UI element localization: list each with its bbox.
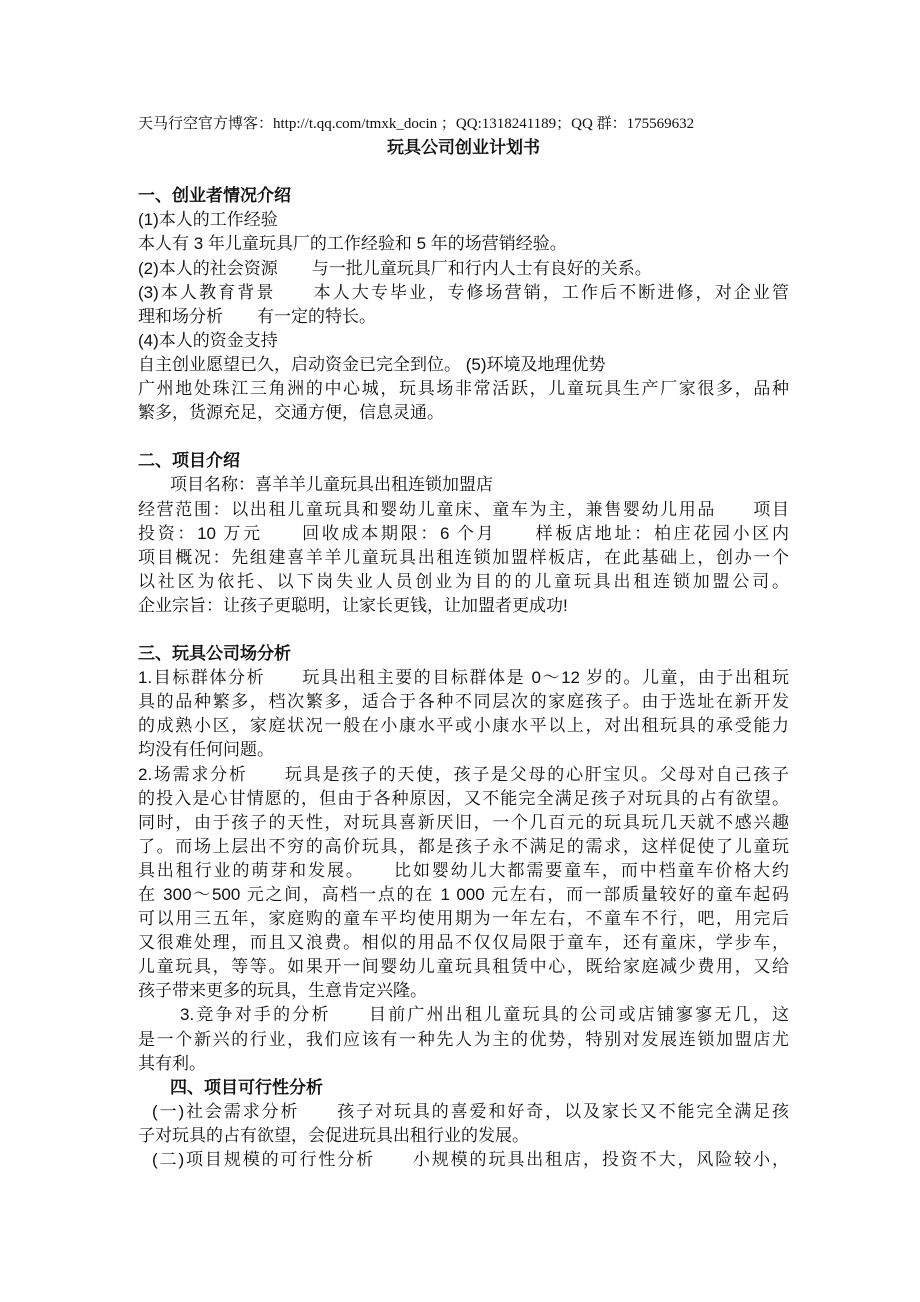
paragraph-line: 自主创业愿望已久，启动资金已完全到位。 (5)环境及地理优势 [138, 354, 606, 374]
section-heading: 一、创业者情况介绍 [138, 186, 291, 206]
paragraph-line: 本人有 3 年儿童玩具厂的工作经验和 5 年的场营销经验。 [138, 234, 567, 254]
paragraph-line: 广州地处珠江三角洲的中心城，玩具场非常活跃，儿童玩具生产厂家很多，品种 [138, 379, 789, 399]
blank-line [138, 160, 789, 184]
paragraph-line: 企业宗旨：让孩子更聪明，让家长更钱，让加盟者更成功! [138, 595, 568, 615]
paragraph-line: 的成熟小区，家庭状况一般在小康水平或小康水平以上，对出租玩具的承受能力 [138, 716, 789, 736]
paragraph-line: (一)社会需求分析 孩子对玩具的喜爱和好奇，以及家长又不能完全满足孩 [152, 1101, 789, 1121]
paragraph-line: 了。而场上层出不穷的高价玩具，都是孩子永不满足的需求，这样促使了儿童玩 [138, 836, 789, 856]
paragraph-line: 均没有任何问题。 [138, 740, 274, 760]
section-heading: 三、玩具公司场分析 [138, 644, 291, 664]
section-heading: 二、项目介绍 [138, 451, 240, 471]
paragraph-line: 的投入是心甘情愿的，但由于各种原因，又不能完全满足孩子对玩具的占有欲望。 [138, 788, 789, 808]
page-header: 天马行空官方博客：http://t.qq.com/tmxk_docin ；QQ:1318241189；QQ 群：175569632 [138, 116, 695, 132]
paragraph-line: 以社区为依托、以下岗失业人员创业为目的的儿童玩具出租连锁加盟公司。 [138, 571, 789, 591]
paragraph-line: 项目名称：喜羊羊儿童玩具出租连锁加盟店 [170, 475, 493, 495]
paragraph-line: 可以用三五年，家庭购的童车平均使用期为一年左右，不童车不行，吧，用完后 [138, 909, 789, 929]
document-page [138, 112, 789, 1172]
paragraph-line: 在 300～500 元之间，高档一点的在 1 000 元左右，而一部质量较好的童车起码 [138, 885, 789, 904]
paragraph-line: 儿童玩具，等等。如果开一间婴幼儿童玩具租赁中心，既给家庭减少费用，又给 [138, 957, 789, 977]
paragraph-line: 其有利。 [138, 1053, 206, 1073]
paragraph-line: 同时，由于孩子的天性，对玩具喜新厌旧，一个几百元的玩具玩几天就不感兴趣 [138, 812, 789, 832]
paragraph-line: 具的品种繁多，档次繁多，适合于各种不同层次的家庭孩子。由于选址在新开发 [138, 692, 789, 712]
section-heading: 四、项目可行性分析 [170, 1077, 323, 1097]
paragraph-line: 具出租行业的萌芽和发展。 比如婴幼儿大都需要童车，而中档童车价格大约 [138, 860, 789, 880]
paragraph-line: 经营范围：以出租儿童玩具和婴幼儿童床、童车为主，兼售婴幼儿用品 项目 [138, 499, 789, 519]
paragraph-line: (4)本人的资金支持 [138, 330, 278, 350]
paragraph-line: 3.竞争对手的分析 目前广州出租儿童玩具的公司或店铺寥寥无几，这 [180, 1005, 789, 1025]
paragraph-line: 子对玩具的占有欲望，会促进玩具出租行业的发展。 [138, 1125, 529, 1145]
paragraph-line: 理和场分析 有一定的特长。 [138, 306, 376, 326]
paragraph-line: 1.目标群体分析 玩具出租主要的目标群体是 0～12 岁的。儿童，由于出租玩 [138, 668, 789, 688]
paragraph-line: 2.场需求分析 玩具是孩子的天使，孩子是父母的心肝宝贝。父母对自己孩子 [138, 764, 789, 784]
paragraph-line: (二)项目规模的可行性分析 小规模的玩具出租店，投资不大，风险较小， [152, 1150, 789, 1170]
paragraph-line: 投资：10 万元 回收成本期限：6 个月 样板店地址：柏庄花园小区内 [138, 523, 789, 543]
paragraph-line: 繁多，货源充足，交通方便，信息灵通。 [138, 403, 444, 423]
paragraph-line: 项目概况：先组建喜羊羊儿童玩具出租连锁加盟样板店，在此基础上，创办一个 [138, 547, 789, 567]
blank-line [138, 618, 789, 642]
paragraph-line: 是一个新兴的行业，我们应该有一种先人为主的优势，特别对发展连锁加盟店尤 [138, 1029, 789, 1049]
paragraph-line: (3)本人教育背景 本人大专毕业，专修场营销，工作后不断进修，对企业管 [138, 282, 789, 302]
paragraph-line: (2)本人的社会资源 与一批儿童玩具厂和行内人士有良好的关系。 [138, 258, 652, 278]
paragraph-line: (1)本人的工作经验 [138, 210, 278, 230]
paragraph-line: 又很难处理，而且又浪费。相似的用品不仅仅局限于童车，还有童床，学步车， [138, 933, 789, 953]
document-title: 玩具公司创业计划书 [387, 138, 540, 158]
blank-line [138, 425, 789, 449]
paragraph-line: 孩子带来更多的玩具，生意肯定兴隆。 [138, 981, 427, 1001]
